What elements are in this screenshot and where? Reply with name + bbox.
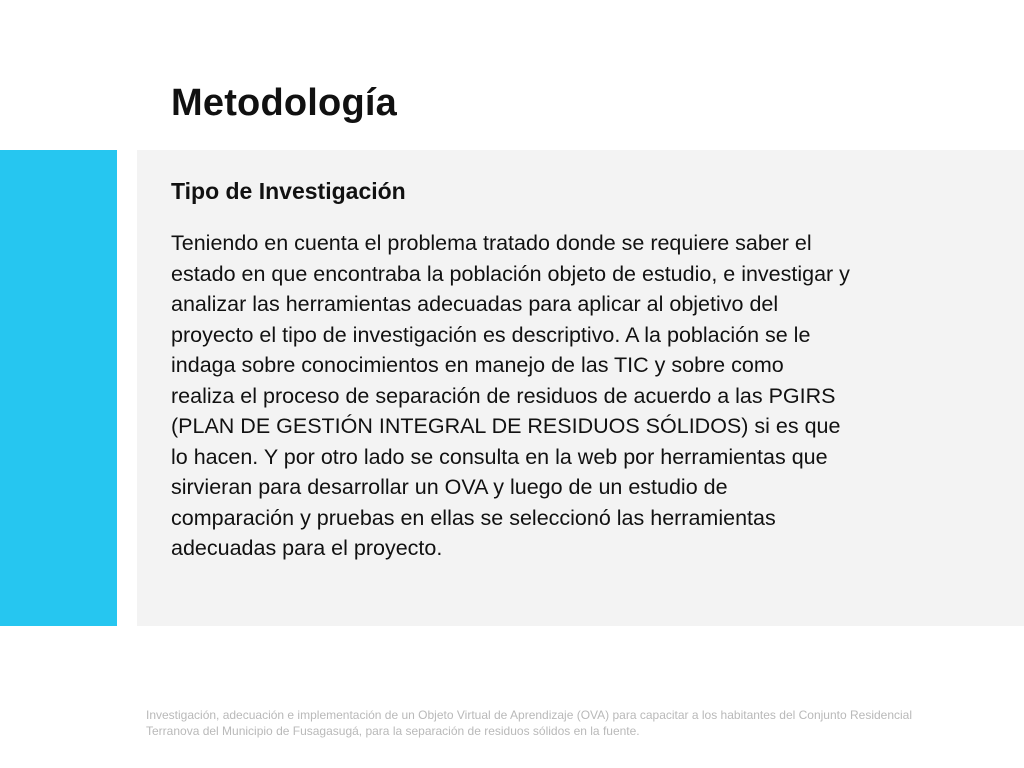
body-line: (PLAN DE GESTIÓN INTEGRAL DE RESIDUOS SÓLIDOS) si es que bbox=[171, 414, 841, 438]
body-line: adecuadas para el proyecto. bbox=[171, 536, 443, 560]
body-line: Teniendo en cuenta el problema tratado donde se requiere saber el bbox=[171, 231, 812, 255]
body-paragraph bbox=[171, 228, 991, 564]
body-line: lo hacen. Y por otro lado se consulta en la web por herramientas que bbox=[171, 444, 828, 469]
body-line: comparación y pruebas en ellas se seleccionó las herramientas bbox=[171, 505, 776, 530]
body-line: analizar las herramientas adecuadas para aplicar al objetivo del bbox=[171, 292, 779, 316]
accent-bar bbox=[0, 150, 117, 626]
slide-title: Metodología bbox=[171, 82, 397, 124]
content-panel bbox=[137, 150, 1024, 626]
footer-note bbox=[146, 707, 986, 739]
section-heading: Tipo de Investigación bbox=[171, 178, 406, 204]
footer-line: Investigación, adecuación e implementación de un Objeto Virtual de Aprendizaje (OVA) para capacitar a los habitantes del Conjunto Residencial bbox=[146, 708, 913, 722]
body-line: sirvieran para desarrollar un OVA y luego de un estudio de bbox=[171, 475, 728, 499]
body-line: estado en que encontraba la población objeto de estudio, e investigar y bbox=[171, 261, 850, 286]
body-line: proyecto el tipo de investigación es descriptivo. A la población se le bbox=[171, 322, 811, 347]
body-line: indaga sobre conocimientos en manejo de las TIC y sobre como bbox=[171, 353, 784, 377]
footer-line: Terranova del Municipio de Fusagasugá, para la separación de residuos sólidos en la fuente. bbox=[146, 724, 640, 738]
body-line: realiza el proceso de separación de residuos de acuerdo a las PGIRS bbox=[171, 383, 836, 408]
